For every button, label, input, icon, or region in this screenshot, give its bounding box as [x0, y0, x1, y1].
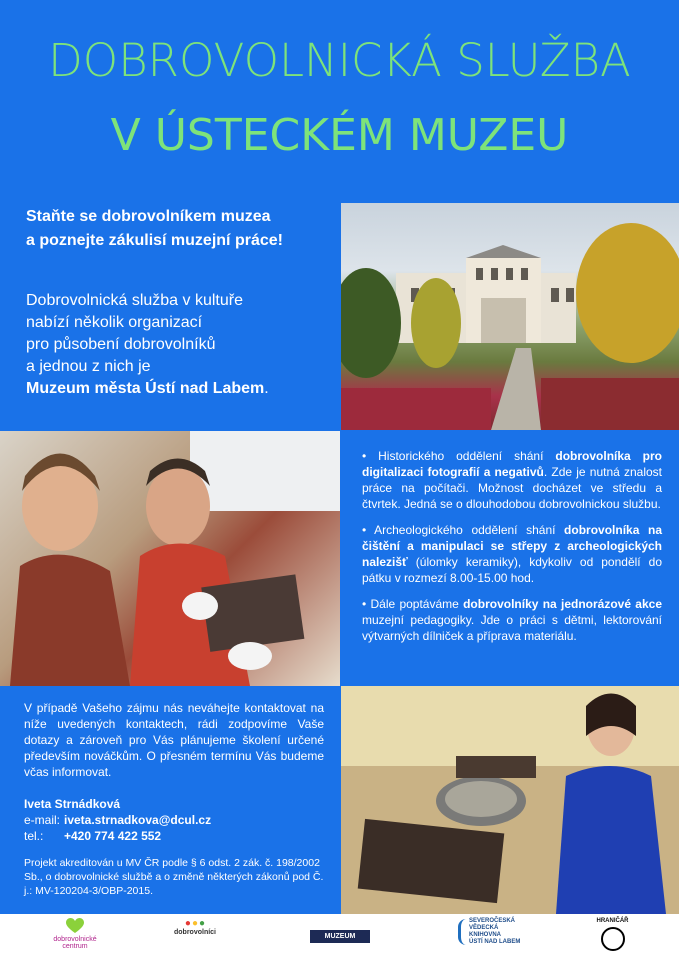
- logo-hranicar: [590, 918, 635, 956]
- heart-icon: [66, 918, 84, 934]
- intro-body-line: a jednou z nich je: [26, 358, 151, 375]
- offer-highlight: dobrovolníka na čištění a manipulaci se střepy z archeologických nalezišť: [362, 523, 662, 569]
- email-label: e-mail:: [24, 813, 61, 827]
- logo4-line: KNIHOVNA: [469, 932, 502, 938]
- offer-text: muzejní pedagogiky. Jde o práci s dětmi, lektorování výtvarných dílniček a příprava materiálu.: [362, 613, 662, 643]
- intro-headline-line-1: Staňte se dobrovolníkem muzea: [26, 208, 271, 225]
- intro-body-line: nabízí několik organizací: [26, 314, 203, 331]
- offer-highlight: dobrovolníka pro digitalizaci fotografií a negativů: [362, 449, 662, 479]
- archaeology-illustration: [341, 686, 679, 914]
- intro-headline: [26, 205, 326, 253]
- tel-label: tel.:: [24, 829, 44, 843]
- offer-text: (úlomky keramiky), kdykoliv od pondělí do pátku v rozmezí 8.00-15.00 hod.: [362, 555, 662, 585]
- volunteers-photo: [0, 431, 340, 686]
- title-line-2: V ÚSTECKÉM MUZEU: [110, 110, 569, 161]
- intro-headline-line-2: a poznejte zákulisí muzejní práce!: [26, 232, 283, 249]
- contact-email-row: [24, 812, 324, 828]
- archaeology-photo: [341, 686, 679, 914]
- offer-text: • Historického oddělení shání: [362, 449, 556, 463]
- logo-footer: [0, 914, 679, 960]
- museum-suffix: .: [264, 380, 269, 397]
- contact-name: Iveta Strnádková: [24, 797, 121, 811]
- title-line-1: DOBROVOLNICKÁ SLUŽBA: [48, 34, 631, 87]
- logo2-text: dobrovolníci: [174, 929, 216, 936]
- logo5-text: HRANIČÁŘ: [596, 918, 629, 924]
- people-icon: ● ● ●: [184, 918, 206, 929]
- offer-item: [362, 596, 662, 644]
- circle-icon: [601, 927, 625, 951]
- logo1-text: dobrovolnické centrum: [53, 936, 97, 950]
- logo4-line: ÚSTÍ NAD LABEM: [469, 939, 521, 945]
- logo-dobrovolnici: [170, 918, 220, 956]
- offer-highlight: dobrovolníky na jednorázové akce: [463, 597, 662, 611]
- contact-tel-row: [24, 828, 324, 844]
- offer-item: [362, 448, 662, 512]
- logo4-line: SEVEROČESKÁ: [469, 918, 516, 924]
- logo-dobrovolnicke-centrum: [40, 918, 110, 956]
- email-link[interactable]: iveta.strnadkova@dcul.cz: [64, 813, 212, 827]
- offers-list: [362, 448, 662, 654]
- offer-text: . Zde je nutná znalost práce na počítači. Možnost docházet ve středu a čtvrtek. Jedná se o dlouhodobou dobrovolnickou službu.: [362, 465, 662, 511]
- logo3-text: MUZEUM: [310, 930, 370, 943]
- intro-body-line: [26, 378, 336, 400]
- museum-name: Muzeum města Ústí nad Labem: [26, 380, 265, 397]
- museum-building-photo: [341, 203, 679, 430]
- offer-item: [362, 522, 662, 586]
- logo4-line: VĚDECKÁ: [469, 925, 499, 931]
- volunteers-illustration: [0, 431, 340, 686]
- svk-mark-icon: [458, 919, 466, 945]
- intro-body-line: Dobrovolnická služba v kultuře: [26, 292, 243, 309]
- tel-link[interactable]: +420 774 422 552: [64, 829, 162, 843]
- contact-text: V případě Vašeho zájmu nás neváhejte kontaktovat na níže uvedených kontaktech, rádi zodpovíme Vaše dotazy a zároveň pro Vás plánujeme školení určené především nováčkům. O přesném termínu Vás budeme včas informovat.: [24, 701, 324, 779]
- offer-text: • Archeologického oddělení shání: [362, 523, 565, 537]
- intro-body: [26, 290, 336, 400]
- offer-text: • Dále poptáváme: [362, 597, 464, 611]
- project-note: Projekt akreditován u MV ČR podle § 6 odst. 2 zák. č. 198/2002 Sb., o dobrovolnické službě a o změně některých zákonů pod Č. j.: MV-120204-3/OBP-2015.: [24, 857, 324, 897]
- logo-muzeum: [310, 918, 370, 956]
- museum-building-illustration: [341, 203, 679, 430]
- contact-section: [24, 700, 324, 844]
- logo-svk: [458, 918, 538, 956]
- intro-body-line: pro působení dobrovolníků: [26, 336, 216, 353]
